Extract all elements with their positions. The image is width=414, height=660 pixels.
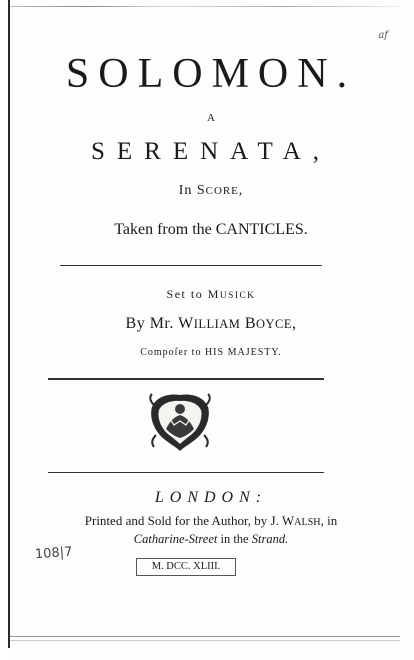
printed-prefix: Printed and Sold for the Author, by J. W <box>84 513 295 528</box>
article-line: A <box>207 112 215 124</box>
handwritten-shelf-mark: 108|7 <box>34 544 73 563</box>
composer-title-line: Compoſer to HIS MAJESTY. <box>140 347 282 358</box>
work-subtitle: SERENATA, <box>90 138 332 165</box>
divider-rule-2 <box>48 378 324 380</box>
ornamental-emblem-icon <box>146 391 214 453</box>
work-title: SOLOMON. <box>65 51 357 97</box>
set-to-prefix: Set to M <box>166 287 220 301</box>
by-suffix: , <box>291 315 297 332</box>
page-top-edge <box>10 6 400 7</box>
set-to-rest: USICK <box>219 291 256 301</box>
page-bottom-edge <box>10 636 400 641</box>
corner-annotation: af <box>378 30 388 41</box>
composer-name-line <box>8 315 414 333</box>
set-to-musick-line <box>8 287 414 302</box>
by-prefix: By Mr. W <box>125 315 194 332</box>
in-score-first: In S <box>178 183 206 198</box>
by-illiam: ILLIAM <box>193 317 241 331</box>
by-b: B <box>240 315 256 332</box>
by-oyce: OYCE <box>256 317 292 331</box>
in-score-rest: CORE <box>205 185 239 197</box>
address-street: Catharine-Street <box>133 532 218 546</box>
address-mid: in the <box>217 532 252 546</box>
imprint-printed-line <box>8 513 414 529</box>
divider-rule-3 <box>48 472 324 473</box>
publication-date: M. DCC. XLIII. <box>136 558 236 576</box>
printed-alsh: ALSH <box>294 517 321 528</box>
in-score-line <box>8 183 414 199</box>
printed-suffix: , in <box>320 513 338 528</box>
taken-canticles: CANTICLES. <box>215 221 308 238</box>
address-strand: Strand. <box>251 532 289 546</box>
taken-prefix: Taken from the <box>114 221 216 238</box>
taken-from-line <box>8 221 414 239</box>
imprint-city: LONDON: <box>154 489 268 506</box>
divider-rule-1 <box>60 265 322 266</box>
in-score-comma: , <box>238 183 244 198</box>
